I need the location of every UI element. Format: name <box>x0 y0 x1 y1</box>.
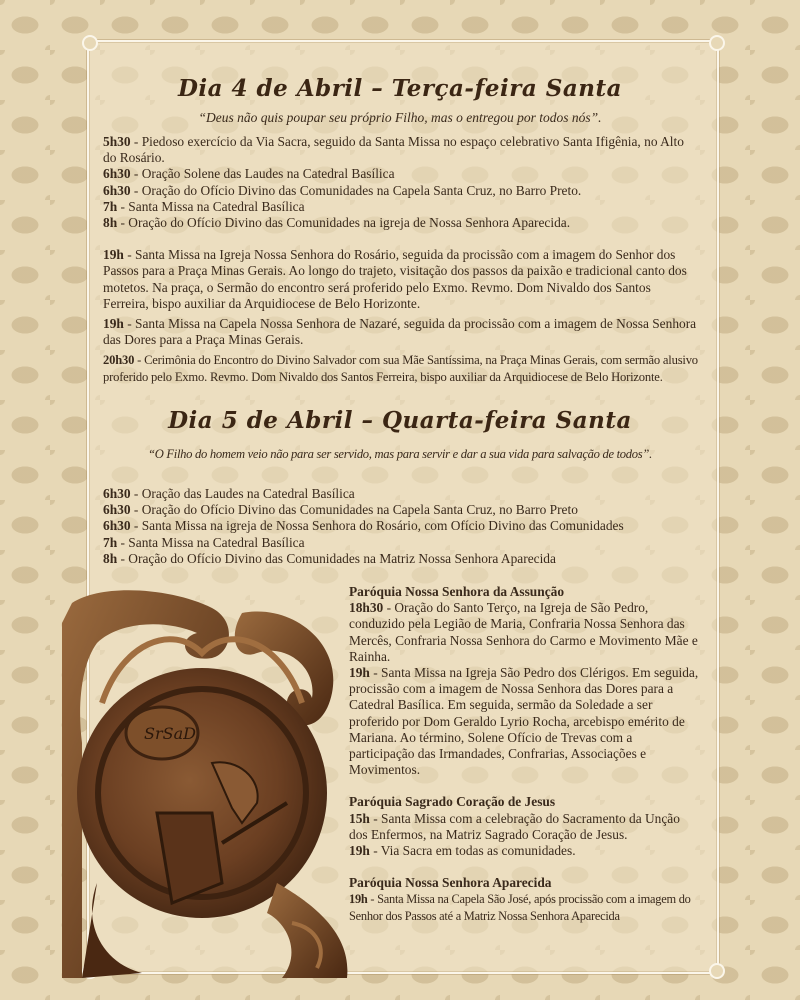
svg-text:SrSaD: SrSaD <box>144 724 196 743</box>
schedule-text: - Cerimônia do Encontro do Divino Salvador com sua Mãe Santíssima, na Praça Minas Gerais, com sermão alusivo proferido pelo Exmo. Revmo. Dom Nivaldo dos Santos Ferreira, bispo auxiliar da Arquidiocese de Belo Horizonte. <box>103 353 698 384</box>
schedule-item <box>349 811 701 843</box>
frame-corner-ornament <box>709 963 725 979</box>
schedule-text: - Oração do Ofício Divino das Comunidades na Matriz Nossa Senhora Aparecida <box>117 550 556 566</box>
schedule-text: - Santa Missa na Igreja Nossa Senhora do Rosário, seguida da procissão com a imagem do Senhor dos Passos para a Praça Minas Gerais. Ao longo do trajeto, visitação dos passos da paixão e tradicional canto dos motetos. Na praça, o Sermão do encontro será proferido pelo Exmo. Revmo. Dom Nivaldo dos Santos Ferreira, bispo auxiliar da Arquidiocese de Belo Horizonte. <box>103 247 687 311</box>
schedule-time: 19h <box>349 843 370 859</box>
schedule-time: 6h30 <box>103 166 131 182</box>
schedule-item <box>103 247 699 312</box>
schedule-item <box>103 215 699 231</box>
schedule-time: 6h30 <box>103 182 131 198</box>
schedule-time: 6h30 <box>103 518 131 534</box>
day1-title: Dia 4 de Abril – Terça-feira Santa <box>177 75 623 102</box>
schedule-text: - Santa Missa na Capela Nossa Senhora de Nazaré, seguida da procissão com a imagem de Nossa Senhora das Dores para a Praça Minas Gerais. <box>103 316 697 348</box>
schedule-time: 7h <box>103 534 118 550</box>
schedule-time: 8h <box>103 550 118 566</box>
schedule-item <box>349 891 701 923</box>
parish-section <box>349 584 701 778</box>
schedule-time: 19h <box>103 247 124 263</box>
parish-section <box>349 875 701 924</box>
day2-title: Dia 5 de Abril – Quarta-feira Santa <box>168 407 632 434</box>
schedule-text: - Oração do Santo Terço, na Igreja de São Pedro, conduzido pela Legião de Maria, Confraria Nossa Senhora das Mercês, Confraria Nossa Senhora do Carmo e Movimento Mãe e Rainha. <box>349 600 698 664</box>
schedule-text: - Santa Missa na Catedral Basílica <box>117 534 305 550</box>
schedule-time: 19h <box>103 316 124 332</box>
schedule-text: - Oração do Ofício Divino das Comunidades na Capela Santa Cruz, no Barro Preto. <box>130 182 582 198</box>
schedule-text: - Oração do Ofício Divino das Comunidades na Capela Santa Cruz, no Barro Preto <box>130 502 578 518</box>
parish-name: Paróquia Sagrado Coração de Jesus <box>349 794 556 810</box>
schedule-item <box>103 486 699 502</box>
schedule-time: 5h30 <box>103 134 131 149</box>
parish-name: Paróquia Nossa Senhora da Assunção <box>349 584 565 599</box>
frame-corner-ornament <box>82 35 98 51</box>
schedule-item <box>103 551 699 567</box>
schedule-item <box>103 166 699 182</box>
schedule-item <box>349 665 701 778</box>
schedule-text: - Santa Missa na Capela São José, após procissão com a imagem do Senhor dos Passos até a Matriz Nossa Senhora Aparecida <box>349 892 691 923</box>
day2-quote: “O Filho do homem veio não para ser servido, mas para servir e dar a sua vida para salvação de todos”. <box>148 447 652 461</box>
day1-quote: “Deus não quis poupar seu próprio Filho, mas o entregou por todos nós”. <box>198 110 602 125</box>
schedule-time: 6h30 <box>103 502 131 518</box>
schedule-time: 6h30 <box>103 486 131 501</box>
schedule-time: 20h30 <box>103 353 135 368</box>
schedule-item <box>103 134 699 166</box>
schedule-time: 19h <box>349 892 368 907</box>
schedule-item <box>103 199 699 215</box>
schedule-time: 7h <box>103 198 118 214</box>
schedule-item <box>349 600 701 665</box>
parish-schedules <box>349 584 701 924</box>
schedule-item <box>349 843 701 859</box>
day2-schedule <box>103 486 699 567</box>
schedule-time: 15h <box>349 810 370 826</box>
day1-schedule <box>103 134 699 385</box>
schedule-text: - Oração Solene das Laudes na Catedral Basílica <box>130 166 395 182</box>
schedule-item <box>103 352 699 384</box>
schedule-item <box>103 183 699 199</box>
schedule-time: 19h <box>349 665 370 681</box>
schedule-item <box>103 502 699 518</box>
schedule-text: - Oração do Ofício Divino das Comunidades na igreja de Nossa Senhora Aparecida. <box>117 215 571 231</box>
schedule-item <box>103 535 699 551</box>
schedule-text: - Oração das Laudes na Catedral Basílica <box>130 486 355 501</box>
schedule-text: - Santa Missa na igreja de Nossa Senhora do Rosário, com Ofício Divino das Comunidades <box>130 518 624 534</box>
schedule-text: - Via Sacra em todas as comunidades. <box>369 843 576 859</box>
schedule-item <box>103 316 699 348</box>
frame-corner-ornament <box>709 35 725 51</box>
schedule-time: 18h30 <box>349 600 384 616</box>
schedule-item <box>103 518 699 534</box>
schedule-text: - Santa Missa na Igreja São Pedro dos Clérigos. Em seguida, procissão com a imagem de Nossa Senhora das Dores para a Catedral Basílica. Em seguida, sermão da Soledade a ser proferido por Dom Geraldo Lyrio Rocha, arcebispo emérito de Mariana. Ao término, Solene Ofício de Trevas com a participação das Irmandades, Confrarias, Associações e Movimentos. <box>349 665 699 778</box>
parish-name: Paróquia Nossa Senhora Aparecida <box>349 875 552 891</box>
parish-section <box>349 794 701 859</box>
schedule-text: - Santa Missa na Catedral Basílica <box>117 198 305 214</box>
schedule-text: - Santa Missa com a celebração do Sacramento da Unção dos Enfermos, na Matriz Sagrado Coração de Jesus. <box>349 810 680 842</box>
schedule-time: 8h <box>103 215 118 231</box>
schedule-text: - Piedoso exercício da Via Sacra, seguido da Santa Missa no espaço celebrativo Santa Ifigênia, no Alto do Rosário. <box>103 134 684 166</box>
carved-wood-ornament-image <box>62 583 362 978</box>
